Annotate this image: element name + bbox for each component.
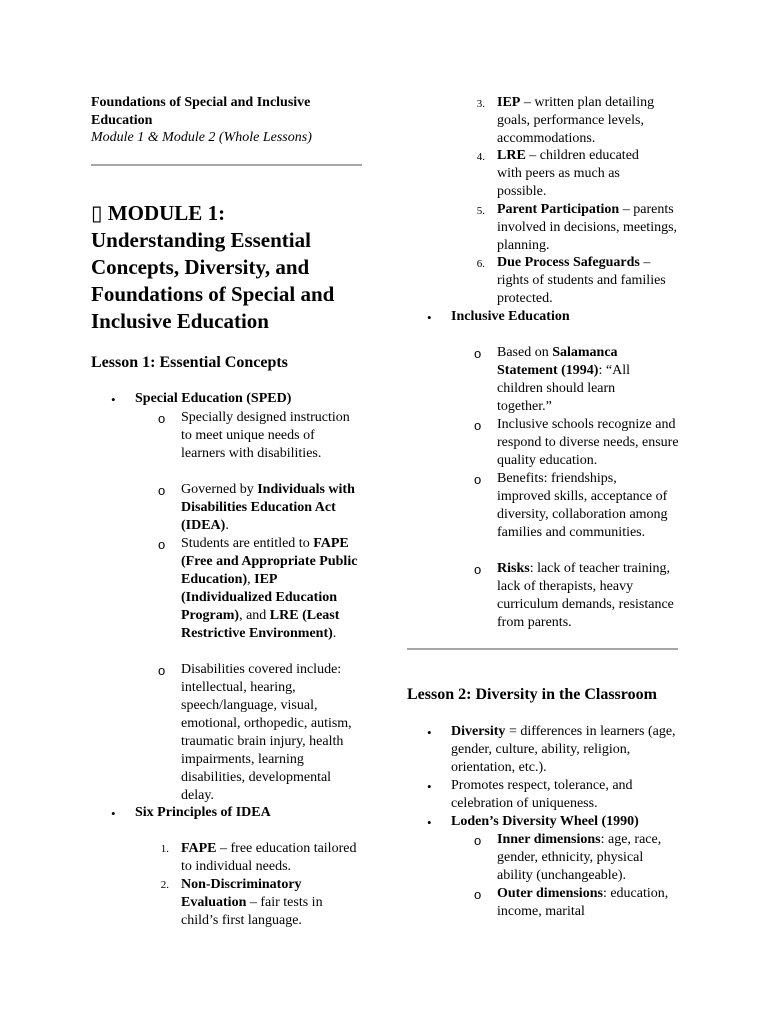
- bullet-icon: •: [111, 392, 116, 407]
- inclusive-item-4: Risks: lack of teacher training, lack of therapists, heavy curriculum demands, resistance from parents.: [497, 561, 674, 630]
- list-number: 2.: [160, 879, 169, 891]
- bullet-icon: •: [427, 725, 432, 740]
- sub-bullet-icon: o: [474, 472, 482, 487]
- bullet-icon: •: [427, 815, 432, 830]
- idea-principle-2: Non-Discriminatory Evaluation – fair tests in child’s first language.: [181, 877, 323, 928]
- idea-principle-6: Due Process Safeguards – rights of students and families protected.: [497, 255, 666, 306]
- diversity-respect-item: Promotes respect, tolerance, and celebration of uniqueness.: [451, 778, 633, 811]
- inclusive-education-label: Inclusive Education: [451, 309, 570, 324]
- sub-bullet-icon: o: [474, 833, 482, 848]
- document-title: Foundations of Special and Inclusive Education: [91, 95, 311, 128]
- bullet-icon: •: [427, 310, 432, 325]
- sped-item-4: Disabilities covered include: intellectual, hearing, speech/language, visual, emotional, orthopedic, autism, traumatic brain injury, health impairments, learning disabilities, developmental delay.: [181, 662, 352, 803]
- missing-glyph-icon: ▯: [91, 201, 103, 225]
- sped-item-1: Specially designed instruction to meet unique needs of learners with disabilities.: [181, 410, 350, 461]
- lesson-1-heading: Lesson 1: Essential Concepts: [91, 354, 288, 371]
- sub-bullet-icon: o: [158, 537, 166, 552]
- sub-bullet-icon: o: [158, 483, 166, 498]
- list-number: 4.: [476, 151, 485, 163]
- outer-dimensions-item: Outer dimensions: education, income, marital: [497, 886, 669, 919]
- idea-principles-label: Six Principles of IDEA: [135, 805, 271, 820]
- bullet-icon: •: [111, 806, 116, 821]
- lesson-2-heading: Lesson 2: Diversity in the Classroom: [407, 686, 657, 703]
- inner-dimensions-item: Inner dimensions: age, race, gender, ethnicity, physical ability (unchangeable).: [497, 832, 662, 883]
- list-number: 3.: [476, 98, 485, 110]
- section-divider: [407, 648, 678, 650]
- inclusive-item-3: Benefits: friendships, improved skills, acceptance of diversity, collaboration among families and communities.: [497, 471, 668, 540]
- sub-bullet-icon: o: [474, 418, 482, 433]
- inclusive-item-1: Based on Salamanca Statement (1994): “All children should learn together.”: [497, 345, 630, 414]
- module-1-title: MODULE 1: Understanding Essential Concepts, Diversity, and Foundations of Special and Inclusive Education: [91, 201, 335, 333]
- loden-wheel-label: Loden’s Diversity Wheel (1990): [451, 814, 639, 829]
- module-1-heading: [91, 200, 363, 335]
- list-number: 1.: [160, 843, 169, 855]
- section-divider: [91, 164, 362, 166]
- sped-label: Special Education (SPED): [135, 391, 292, 406]
- diversity-item: Diversity = differences in learners (age, gender, culture, ability, religion, orientation, etc.).: [451, 724, 676, 775]
- list-number: 5.: [476, 205, 485, 217]
- list-number: 6.: [476, 258, 485, 270]
- sub-bullet-icon: o: [474, 346, 482, 361]
- sped-item-2: Governed by Individuals with Disabilities Education Act (IDEA).: [181, 482, 355, 533]
- idea-principle-1: FAPE – free education tailored to individual needs.: [181, 841, 357, 874]
- idea-principle-3: IEP – written plan detailing goals, performance levels, accommodations.: [497, 95, 655, 146]
- idea-principle-5: Parent Participation – parents involved in decisions, meetings, planning.: [497, 202, 678, 253]
- sub-bullet-icon: o: [158, 411, 166, 426]
- sub-bullet-icon: o: [158, 663, 166, 678]
- bullet-icon: •: [427, 779, 432, 794]
- sub-bullet-icon: o: [474, 562, 482, 577]
- sped-item-3: Students are entitled to FAPE (Free and Appropriate Public Education), IEP (Individualized Education Program), and LRE (Least Restrictive Environment).: [181, 536, 358, 641]
- inclusive-item-2: Inclusive schools recognize and respond to diverse needs, ensure quality education.: [497, 417, 679, 468]
- document-subtitle: Module 1 & Module 2 (Whole Lessons): [91, 130, 312, 145]
- sub-bullet-icon: o: [474, 887, 482, 902]
- idea-principle-4: LRE – children educated with peers as much as possible.: [497, 148, 639, 199]
